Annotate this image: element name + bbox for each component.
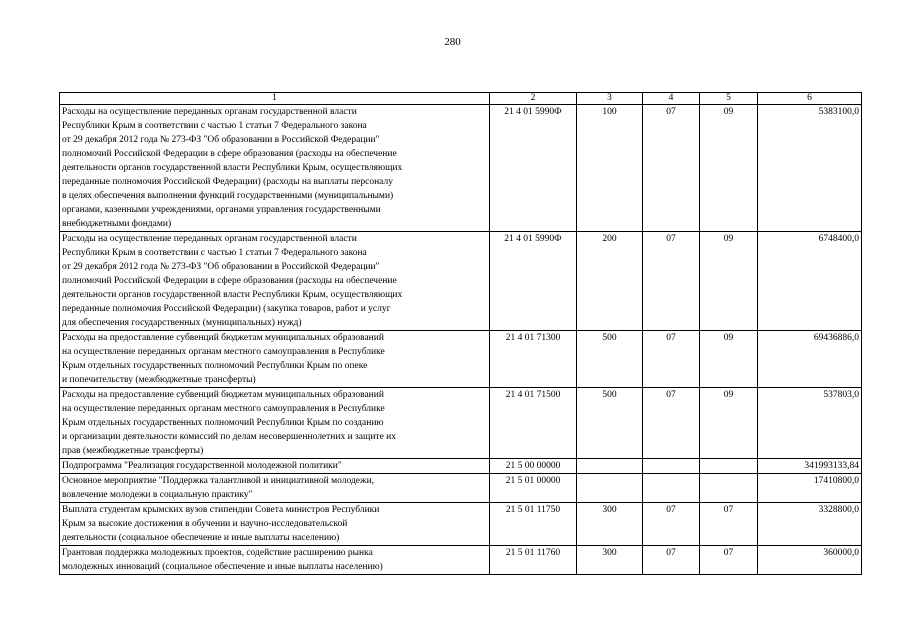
col-header-4: 4	[643, 93, 700, 105]
page-number: 280	[444, 36, 461, 48]
code-cell: 21 4 01 71500	[490, 388, 577, 459]
expense-type-cell	[577, 474, 643, 503]
amount-cell: 6748400,0	[758, 232, 862, 331]
code-cell: 21 4 01 5990Ф	[490, 105, 577, 232]
col-header-6: 6	[758, 93, 862, 105]
col-header-5: 5	[700, 93, 758, 105]
amount-cell: 3328800,0	[758, 503, 862, 546]
code-cell: 21 5 01 11750	[490, 503, 577, 546]
description-cell: Выплата студентам крымских вузов стипендии Совета министров Республики Крым за высокие достижения в обучении и научно-исследовательской деятельности (социальное обеспечение и иные выплаты населению)	[60, 503, 490, 546]
description-cell: Подпрограмма "Реализация государственной молодежной политики"	[60, 459, 490, 474]
expense-type-cell: 300	[577, 546, 643, 575]
table-row	[60, 105, 862, 232]
table-row	[60, 232, 862, 331]
expense-type-cell: 500	[577, 388, 643, 459]
description-cell: Расходы на осуществление переданных органам государственной власти Республики Крым в соответствии с частью 1 статьи 7 Федерального закона от 29 декабря 2012 года № 273-ФЗ "Об образовании в Российской Федерации" полномочий Российской Федерации в сфере образования (расходы на обеспечение деятельности органов государственной власти Республики Крым, осуществляющих переданные полномочия Российской Федерации) (расходы на выплаты персоналу в целях обеспечения выполнения функций государственными (муниципальными) органами, казенными учреждениями, органами управления государственными внебюджетными фондами)	[60, 105, 490, 232]
budget-table	[59, 92, 862, 575]
table-row	[60, 459, 862, 474]
code-cell: 21 5 01 00000	[490, 474, 577, 503]
code-cell: 21 4 01 5990Ф	[490, 232, 577, 331]
table-row	[60, 474, 862, 503]
subsection-cell: 09	[700, 388, 758, 459]
description-cell: Расходы на осуществление переданных органам государственной власти Республики Крым в соответствии с частью 1 статьи 7 Федерального закона от 29 декабря 2012 года № 273-ФЗ "Об образовании в Российской Федерации" полномочий Российской Федерации в сфере образования (расходы на обеспечение деятельности органов государственной власти Республики Крым, осуществляющих переданные полномочия Российской Федерации) (закупка товаров, работ и услуг для обеспечения государственных (муниципальных) нужд)	[60, 232, 490, 331]
amount-cell: 360000,0	[758, 546, 862, 575]
subsection-cell: 07	[700, 546, 758, 575]
col-header-2: 2	[490, 93, 577, 105]
section-cell: 07	[643, 331, 700, 388]
description-cell: Расходы на предоставление субвенций бюджетам муниципальных образований на осуществление переданных органам местного самоуправления в Республике Крым отдельных государственных полномочий Республики Крым по созданию и организации деятельности комиссий по делам несовершеннолетних и защите их прав (межбюджетные трансферты)	[60, 388, 490, 459]
amount-cell: 341993133,84	[758, 459, 862, 474]
amount-cell: 17410800,0	[758, 474, 862, 503]
subsection-cell: 09	[700, 331, 758, 388]
section-cell: 07	[643, 105, 700, 232]
expense-type-cell: 100	[577, 105, 643, 232]
subsection-cell: 09	[700, 232, 758, 331]
subsection-cell: 07	[700, 503, 758, 546]
table-row	[60, 331, 862, 388]
description-cell: Грантовая поддержка молодежных проектов, содействие расширению рынка молодежных инноваций (социальное обеспечение и иные выплаты населению)	[60, 546, 490, 575]
description-cell: Расходы на предоставление субвенций бюджетам муниципальных образований на осуществление переданных органам местного самоуправления в Республике Крым отдельных государственных полномочий Республики Крым по опеке и попечительству (межбюджетные трансферты)	[60, 331, 490, 388]
section-cell	[643, 459, 700, 474]
expense-type-cell: 500	[577, 331, 643, 388]
section-cell: 07	[643, 388, 700, 459]
section-cell	[643, 474, 700, 503]
section-cell: 07	[643, 503, 700, 546]
code-cell: 21 4 01 71300	[490, 331, 577, 388]
col-header-3: 3	[577, 93, 643, 105]
subsection-cell	[700, 459, 758, 474]
expense-type-cell: 200	[577, 232, 643, 331]
code-cell: 21 5 01 11760	[490, 546, 577, 575]
subsection-cell	[700, 474, 758, 503]
table-row	[60, 546, 862, 575]
table-row	[60, 388, 862, 459]
table-row	[60, 503, 862, 546]
amount-cell: 69436886,0	[758, 331, 862, 388]
header-row	[60, 93, 862, 105]
description-cell: Основное мероприятие "Поддержка талантливой и инициативной молодежи, вовлечение молодежи в социальную практику"	[60, 474, 490, 503]
section-cell: 07	[643, 546, 700, 575]
amount-cell: 537803,0	[758, 388, 862, 459]
expense-type-cell: 300	[577, 503, 643, 546]
col-header-1: 1	[60, 93, 490, 105]
code-cell: 21 5 00 00000	[490, 459, 577, 474]
expense-type-cell	[577, 459, 643, 474]
section-cell: 07	[643, 232, 700, 331]
amount-cell: 5383100,0	[758, 105, 862, 232]
subsection-cell: 09	[700, 105, 758, 232]
